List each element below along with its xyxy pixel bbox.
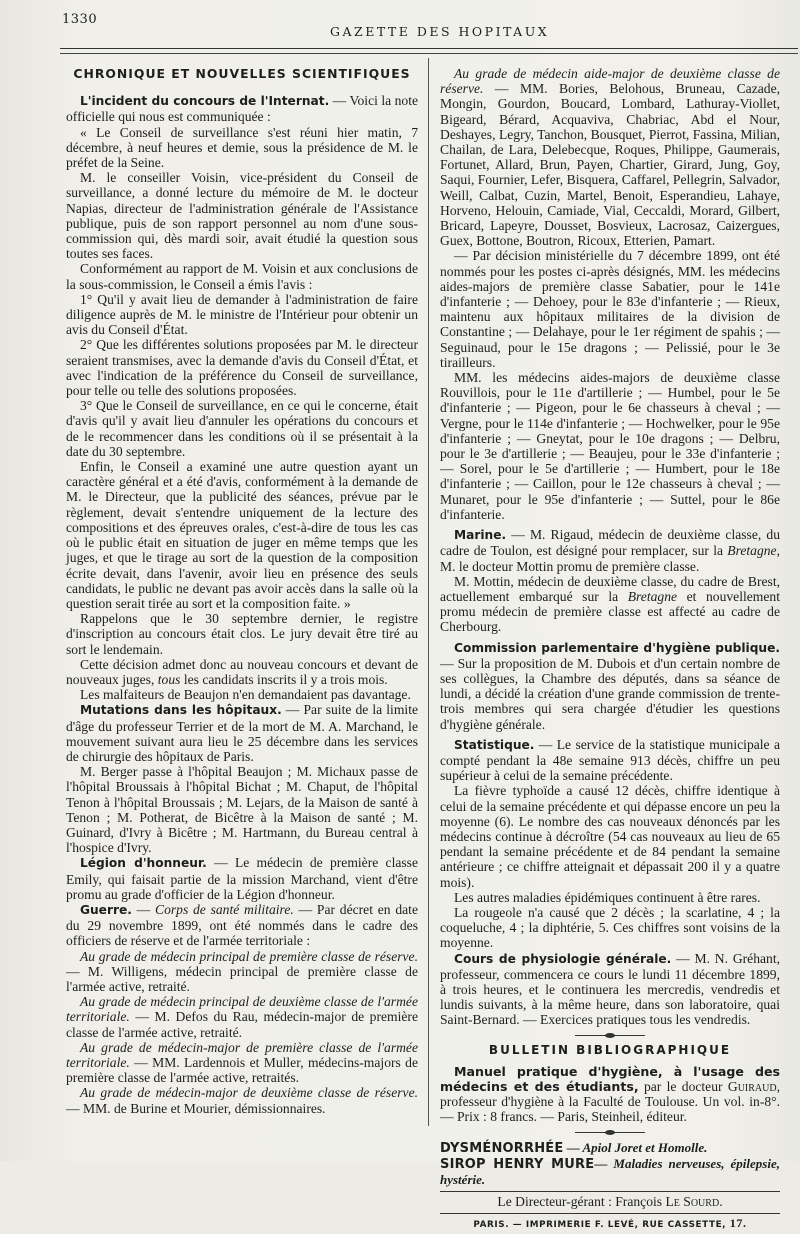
cours-paragraph: Cours de physiologie générale. — M. N. Gréhant, professeur, commencera ce cours le lundi 11 décembre 1899, à trois heures, et le continuera les mercredis, vendredis et lundis suivants, à la même heure, dans son laboratoire, quai Saint-Bernard. — Exercices pratiques tous les vendredis.	[440, 950, 780, 1028]
column-divider	[428, 58, 429, 1126]
epidemiques-paragraph: Les autres maladies épidémiques continuent à être rares.	[454, 889, 761, 905]
statistique-paragraph: Statistique. — Le service de la statistique municipale a compté pendant la 48e semaine 913 décès, chiffre un peu supérieur à celui de la semaine précédente.	[440, 736, 780, 784]
grade-entry: Au grade de médecin-major de deuxième classe de réserve. — MM. de Burine et Mourier, démissionnaires.	[66, 1085, 418, 1116]
header-rule	[60, 48, 798, 49]
ornament-rule	[575, 1035, 645, 1036]
advert-dysmenorrhee: DYSMÉNORRHÉE — Apiol Joret et Homolle.	[440, 1139, 708, 1156]
legion-heading: Légion d'honneur.	[80, 856, 207, 871]
biblio-title: BULLETIN BIBLIOGRAPHIQUE	[488, 1042, 732, 1057]
advert-sirop: SIROP HENRY MURE— Maladies nerveuses, épilepsie, hystérie.	[440, 1155, 780, 1188]
typhoide-paragraph: La fièvre typhoïde a causé 12 décès, chiffre identique à celui de la semaine précédente et qui dépasse encore un peu la moyenne (6). Le nombre des cas nouveaux dénoncés par les médecins continue à décroître (54 cas nouveaux au lieu de 65 pendant la semaine précédente et de 84 pendant la semaine antérieure ; ce chiffre atteignait et dépassait 200 il y a quatre mois).	[440, 783, 780, 890]
aides-majors-deuxieme: MM. les médecins aides-majors de deuxième classe Rouvillois, pour le 11e d'artillerie ; — Humbel, pour le 5e d'infanterie ; — Pigeon, pour le 6e chasseurs à cheval ; — Vergne, pour le 114e d'infanterie ; — Hochwelker, pour le 95e d'infanterie ; — Gneytat, pour le 10e dragons ; — Delbru, pour le 3e d'artillerie ; — Beaujeu, pour le 33e d'infanterie ; — Sorel, pour le 5e d'artillerie ; — Humbert, pour le 18e d'infanterie ; — Caillon, pour le 12e chasseurs à cheval ; — Munaret, pour le 95e d'infanterie ; — Suttel, pour le 86e d'infanterie.	[440, 370, 780, 522]
malfaiteurs-paragraph: Les malfaiteurs de Beaujon n'en demandaient pas davantage.	[80, 687, 411, 703]
ornament-rule	[575, 1132, 645, 1133]
marine-paragraph: Marine. — M. Rigaud, médecin de deuxième classe, du cadre de Toulon, est désigné pour remplacer, sur la Bretagne, M. le docteur Mottin promu de première classe.	[440, 527, 780, 574]
decision-ministerielle: — Par décision ministérielle du 7 décembre 1899, ont été nommés pour les postes ci-après désignés, MM. les médecins aides-majors de première classe Sabatier, pour le 141e d'infanterie ; — Dehoey, pour le 83e d'infanterie ; — Rieux, maintenu aux hôpitaux militaires de la division de Constantine ; — Delahaye, pour le 1er régiment de spahis ; — Seguinaud, pour le 15e dragons ; — Pelissié, pour le 3e tirailleurs.	[440, 248, 780, 370]
cours-heading: Cours de physiologie générale.	[454, 951, 672, 966]
mutations-paragraph: Mutations dans les hôpitaux. — Par suite de la limite d'âge du professeur Terrier et de la mort de M. A. Marchand, le mouvement suivant aura lieu le 25 décembre dans les services de chirurgie des hôpitaux de Paris.	[66, 702, 418, 764]
grade-entry: Au grade de médecin-major de première classe de l'armée territoriale. — MM. Lardennois et Muller, médecins-majors de première classe de l'armée active, retraités.	[66, 1039, 418, 1086]
section-title: CHRONIQUE ET NOUVELLES SCIENTIFIQUES	[73, 66, 411, 81]
avis-item-1: 1° Qu'il y avait lieu de demander à l'administration de faire diligence auprès de M. le ministre de l'Intérieur pour obtenir un avis du Conseil d'État.	[66, 291, 418, 338]
aide-major-list: Au grade de médecin aide-major de deuxième classe de réserve. — MM. Bories, Belohous, Bruneau, Cazade, Mongin, Gourdon, Boucard, Lombard, Lathuray-Viollet, Bigeard, Bérard, Acquaviva, Chabriac, Abd el Nour, Deshayes, Legry, Tanchon, Bousquet, Pierrot, Fassina, Milian, Chailan, de Lara, Delebecque, Roques, Philippe, Gaumerais, Fortunet, Allard, Brun, Payen, Chartier, Girard, Jung, Goy, Saqui, Fournier, Lefer, Bisquera, Caffarel, Pellegrin, Salvador, Weill, Calbat, Cuzin, Martel, Benoit, Esperandieu, Lahaye, Horveno, Helouin, Camiade, Vial, Ceccaldi, Morard, Gilbert, Bricard, Lapeyre, Dousset, Bosvieux, Lacrosaz, Caizergues, Guex, Bottone, Boutron, Ricoux, Etterien, Pamart.	[440, 66, 780, 249]
running-title: GAZETTE DES HOPITAUX	[330, 24, 550, 39]
directeur-gerant: Le Directeur-gérant : François Le Sourd.	[497, 1194, 723, 1210]
rougeole-paragraph: La rougeole n'a causé que 2 décès ; la scarlatine, 4 ; la coqueluche, 4 ; la diphtérie, 5. Ces chiffres sont voisins de la moyenne.	[440, 904, 780, 951]
footer-rule	[440, 1191, 780, 1192]
commission-heading: Commission parlementaire d'hygiène publique.	[454, 640, 780, 655]
biblio-entry: Manuel pratique d'hygiène, à l'usage des médecins et des étudiants, par le docteur Guiraud, professeur d'hygiène à la Faculté de Toulouse. Un vol. in-8°. — Prix : 8 francs. — Paris, Steinheil, éditeur.	[440, 1063, 780, 1125]
avis-item-2: 2° Que les différentes solutions proposées par M. le directeur seraient transmises, avec la demande d'avis du Conseil d'État, et avec l'indication de la préférence du Conseil de surveillance, pour telle ou telle des solutions proposées.	[66, 337, 418, 399]
grade-entry: Au grade de médecin principal de première classe de réserve. — M. Willigens, médecin principal de première classe de l'armée active, retraité.	[66, 948, 418, 994]
rappelons-paragraph: Rappelons que le 30 septembre dernier, le registre d'inscription au concours était clos. Le jury devait être tiré au sort le lendemain.	[66, 611, 418, 657]
marine-heading: Marine.	[454, 528, 507, 543]
enfin-paragraph: Enfin, le Conseil a examiné une autre question ayant un caractère général et a été d'avis, conformément à la demande de M. le Directeur, que la publicité des séances, prévue par le règlement, devait s'entendre uniquement de la lecture des compositions et des épreuves orales, c'est-à-dire de tous les cas où le public était en situation de juger en même temps que les juges, et que le tirage au sort de la question de la composition écrite devait, dans l'avenir, avoir lieu en présence des seuls candidats, le public ne devant pas avoir accès dans la salle où la question serait tirée au sort et la composition faite. »	[66, 459, 418, 611]
guerre-paragraph: Guerre. — Corps de santé militaire. — Par décret en date du 29 novembre 1899, ont été nommés dans le cadre des officiers de réserve et de l'armée territoriale :	[66, 901, 418, 949]
page-number: 1330	[62, 12, 98, 27]
conformement-paragraph: Conformément au rapport de M. Voisin et aux conclusions de la sous-commission, le Conseil a émis l'avis :	[66, 261, 418, 292]
legion-paragraph: Légion d'honneur. — Le médecin de première classe Emily, qui faisait partie de la mission Marchand, vient d'être promu au grade d'officier de la Légion d'honneur.	[66, 855, 418, 902]
guerre-heading: Guerre.	[80, 902, 132, 917]
commission-paragraph: Commission parlementaire d'hygiène publique. — Sur la proposition de M. Dubois et d'un certain nombre de ses collègues, la Chambre des députés, dans sa séance de lundi, a décidé la création d'une grande commission de trente-trois membres qui sera chargée d'étudier les questions d'hygiène générale.	[440, 640, 780, 732]
right-column	[440, 66, 780, 1234]
avis-item-3: 3° Que le Conseil de surveillance, en ce qui le concerne, était d'avis qu'il y avait lieu d'annuler les opérations du concours et de le recommencer dans les conditions où il se présentait à la date du 30 septembre.	[66, 398, 418, 459]
mutations-list: M. Berger passe à l'hôpital Beaujon ; M. Michaux passe de l'hôpital Broussais à l'hôpital Bichat ; M. Chaput, de l'hôpital Tenon à l'hôpital Broussais ; M. Lejars, de la Maison de santé à Tenon ; M. Potherat, de Bicêtre à la Maison de santé ; M. Guinard, d'Ivry à Bicêtre ; M. Hartmann, du Bureau central à l'hospice d'Ivry.	[66, 764, 418, 856]
conseil-paragraph: « Le Conseil de surveillance s'est réuni hier matin, 7 décembre, à neuf heures et demie, sous la présidence de M. le préfet de la Seine.	[66, 124, 418, 171]
mutations-heading: Mutations dans les hôpitaux.	[80, 703, 282, 718]
footer-rule-2	[440, 1213, 780, 1214]
grade-entry: Au grade de médecin principal de deuxième classe de l'armée territoriale. — M. Defos du Rau, médecin-major de première classe de l'armée active, retraité.	[66, 994, 418, 1040]
internat-heading: L'incident du concours de l'Internat.	[80, 94, 330, 109]
mottin-paragraph: M. Mottin, médecin de deuxième classe, du cadre de Brest, actuellement embarqué sur la Bretagne et nouvellement promu médecin de première classe est affecté au cadre de Cherbourg.	[440, 573, 780, 635]
decision-paragraph: Cette décision admet donc au nouveau concours et devant de nouveaux juges, tous les candidats inscrits il y a trois mois.	[66, 656, 418, 687]
voisin-paragraph: M. le conseiller Voisin, vice-président du Conseil de surveillance, a donné lecture du mémoire de M. le docteur Napias, directeur de l'administration générale de l'Assistance publique, puis de son rapport personnel au nom d'une sous-commission qui, dès mardi soir, avait étudié la question sous toutes ses faces.	[66, 170, 418, 262]
header-rule-thin	[60, 53, 798, 54]
statistique-heading: Statistique.	[454, 737, 535, 752]
left-column	[66, 66, 418, 1116]
imprint-line: PARIS. — IMPRIMERIE F. LEVÉ, RUE CASSETTE, 17.	[473, 1216, 747, 1231]
internat-paragraph: L'incident du concours de l'Internat. — Voici la note officielle qui nous est communiquée :	[66, 93, 419, 125]
